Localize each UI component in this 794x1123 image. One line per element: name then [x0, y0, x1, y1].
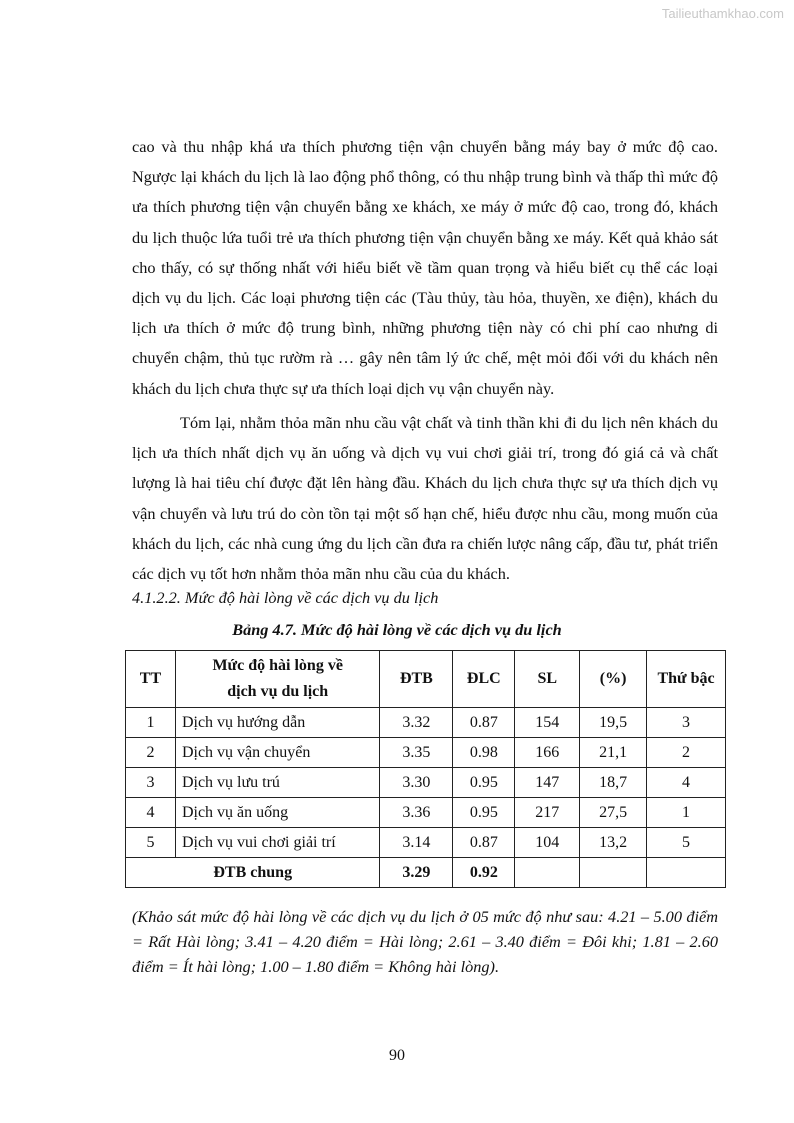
table-row [126, 798, 726, 828]
table-note: (Khảo sát mức độ hài lòng về các dịch vụ du lịch ở 05 mức độ như sau: 4.21 – 5.00 điểm = Rất Hài lòng; 3.41 – 4.20 điểm = Hài lòng; 2.61 – 3.40 điểm = Đôi khi; 1.81 – 2.60 điểm = Ít hài lòng; 1.00 – 1.80 điểm = Không hài lòng). [132, 907, 718, 976]
table-cell: 2 [647, 738, 726, 768]
total-mean: 3.29 [380, 858, 453, 888]
header-cell: (%) [580, 651, 647, 708]
total-sd: 0.92 [453, 858, 515, 888]
table-cell: 13,2 [580, 828, 647, 858]
table-cell: 3.36 [380, 798, 453, 828]
total-label: ĐTB chung [126, 858, 380, 888]
table-cell: 5 [647, 828, 726, 858]
table-cell: 3.30 [380, 768, 453, 798]
table-row [126, 828, 726, 858]
table-cell: 0.87 [453, 708, 515, 738]
table-cell: 4 [126, 798, 176, 828]
table-cell: 3.14 [380, 828, 453, 858]
empty-cell [580, 858, 647, 888]
paragraph: Tóm lại, nhằm thỏa mãn nhu cầu vật chất và tinh thần khi đi du lịch nên khách du lịch ưa thích nhất dịch vụ ăn uống và dịch vụ vui chơi giải trí, trong đó giá cả và chất lượng là hai tiêu chí được đặt lên hàng đầu. Khách du lịch chưa thực sự ưa thích dịch vụ vận chuyển và lưu trú do còn tồn tại một số hạn chế, hiểu được nhu cầu, mong muốn của khách du lịch, các nhà cung ứng du lịch cần đưa ra chiến lược nâng cấp, đầu tư, phát triển các dịch vụ tốt hơn nhằm thỏa mãn nhu cầu của du khách. [132, 413, 718, 584]
watermark: Tailieuthamkhao.com [661, 6, 784, 21]
table-cell: 104 [515, 828, 580, 858]
table-row [126, 768, 726, 798]
table-cell: 27,5 [580, 798, 647, 828]
table-cell: Dịch vụ vận chuyển [175, 738, 380, 768]
table-cell: 3.32 [380, 708, 453, 738]
table-cell: 3 [647, 708, 726, 738]
header-cell: TT [126, 651, 176, 708]
table-cell: 2 [126, 738, 176, 768]
table-cell: Dịch vụ ăn uống [175, 798, 380, 828]
table-cell: Dịch vụ hướng dẫn [175, 708, 380, 738]
header-cell: ĐTB [380, 651, 453, 708]
table-cell: 18,7 [580, 768, 647, 798]
table-cell: 3 [126, 768, 176, 798]
table-cell: 1 [126, 708, 176, 738]
paragraph: cao và thu nhập khá ưa thích phương tiện vận chuyển bằng máy bay ở mức độ cao. Ngược lại khách du lịch là lao động phổ thông, có thu nhập trung bình và thấp thì mức độ ưa thích phương tiện vận chuyển bằng xe khách, xe máy ở mức độ cao, trong đó, khách du lịch thuộc lứa tuổi trẻ ưa thích phương tiện vận chuyển bằng xe máy. Kết quả khảo sát cho thấy, có sự thống nhất với hiểu biết về tầm quan trọng và hiểu biết cụ thể các loại dịch vụ du lịch. Các loại phương tiện các (Tàu thủy, tàu hỏa, thuyền, xe điện), khách du lịch ưa thích ở mức độ trung bình, những phương tiện này có chi phí cao nhưng di chuyển chậm, thủ tục rườm rà … gây nên tâm lý ức chế, mệt mỏi đối với du khách nên khách du lịch chưa thực sự ưa thích loại dịch vụ vận chuyển này. [132, 137, 718, 398]
table-cell: 0.87 [453, 828, 515, 858]
table-caption: Bảng 4.7. Mức độ hài lòng về các dịch vụ du lịch [232, 620, 562, 639]
table-cell: Dịch vụ lưu trú [175, 768, 380, 798]
table-cell: 0.95 [453, 768, 515, 798]
header-cell: SL [515, 651, 580, 708]
table-cell: 1 [647, 798, 726, 828]
table-cell: 154 [515, 708, 580, 738]
table-cell: 0.95 [453, 798, 515, 828]
page-number: 90 [389, 1047, 405, 1064]
satisfaction-table [125, 650, 726, 888]
section-subheading: 4.1.2.2. Mức độ hài lòng về các dịch vụ du lịch [132, 588, 439, 607]
empty-cell [515, 858, 580, 888]
header-cell: ĐLC [453, 651, 515, 708]
header-cell: Thứ bậc [647, 651, 726, 708]
table-cell: 5 [126, 828, 176, 858]
table-cell: 4 [647, 768, 726, 798]
table-cell: 21,1 [580, 738, 647, 768]
table-cell: 19,5 [580, 708, 647, 738]
table-header-row [126, 651, 726, 708]
table-row [126, 738, 726, 768]
table-cell: 0.98 [453, 738, 515, 768]
header-cell: Mức độ hài lòng về dịch vụ du lịch [175, 651, 380, 708]
table-cell: 3.35 [380, 738, 453, 768]
table-cell: Dịch vụ vui chơi giải trí [175, 828, 380, 858]
table-total-row [126, 858, 726, 888]
empty-cell [647, 858, 726, 888]
table-cell: 147 [515, 768, 580, 798]
table-row [126, 708, 726, 738]
table-cell: 217 [515, 798, 580, 828]
table-cell: 166 [515, 738, 580, 768]
